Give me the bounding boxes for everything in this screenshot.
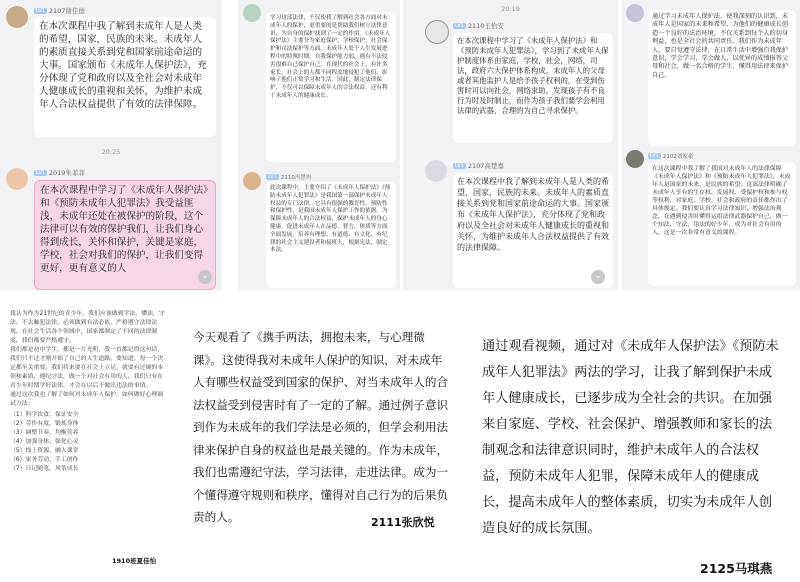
signature: 2111张欣悦	[371, 516, 435, 529]
list-item: （2）劳作有度，锻炼身体	[10, 421, 79, 427]
message-bubble	[266, 12, 396, 162]
list-item: （3）调整节奏，均衡营养	[10, 430, 79, 436]
level-badge: LV1	[268, 174, 277, 180]
chat-screenshot-4	[622, 0, 800, 290]
tips-list	[10, 411, 166, 474]
list-item: （5）线上资源，融入课堂	[10, 448, 79, 454]
list-item: （4）加强身体，强化心灵	[10, 439, 79, 445]
message-bubble	[453, 173, 613, 288]
level-badge: LV1	[36, 170, 45, 176]
sender-name: LV1 2019朱菲菲	[36, 169, 85, 177]
note-text: 通过观看视频，通过对《未成年人保护法》《预防未成年人犯罪法》两法的学习，让我了解到保护未成年人健康成长，已逐步成为全社会的共识。在加强来自家庭、学校、社会保护、增强教师和家长的法制观念和法律意识同时，维护未成年人的合法权益，预防未成年人犯罪，保障未成年人的健康成长，提高未成年人的整体素质，切实为未成年人创造良好的成长氛围。	[482, 339, 779, 536]
list-item: （7）日记随笔，风筝成长	[10, 466, 79, 472]
typed-note-2	[175, 298, 460, 579]
message-text: 此次课程中，主要介绍了《未成年人保护法》《预防未成年人犯罪法》是我国第一部保护未成年人权益的专门法律。它具有很强的教育性、预防性和保护性，是我国未成年人保护工作的依据。为保障未成年人的合法权益，保护未成年人的身心健康，促进未成年人在品德、智力、体质等方面全面发展，培养有理想、有道德、有文化、有纪律的社会主义建设者和接班人，根据宪法，制定本法。	[270, 185, 391, 254]
chat-screenshot-3	[403, 0, 618, 290]
message-bubble	[34, 17, 216, 137]
sender-name: LV1 2110王怡安	[455, 22, 504, 30]
avatar	[6, 6, 28, 28]
avatar	[425, 20, 449, 44]
chat-screenshot-2	[238, 0, 400, 290]
sender-name: LV1 2110冯思冉	[268, 174, 312, 181]
list-item: （1）科学饮食，保证安全	[10, 412, 79, 418]
scroll-down-icon[interactable]: ⌄	[591, 270, 605, 284]
signature: 1910班夏佳怡	[112, 557, 157, 565]
sender-name: LV1 2107谢佳德	[36, 7, 85, 15]
signature: 2125马琪燕	[700, 561, 773, 576]
chat-screenshot-1	[0, 0, 222, 290]
message-text: 通过学习未成年人保护法，使我深刻的认识到，未成年人是国家的未来和希望，为他们的健康成长创造一个良好的法治环境，不仅关系到每个人的切身利益，也是全社会的共同责任。我们作为未成年人，要自觉遵守法律，在日常生活中增强自我保护意识，学会学习，学会做人，以优异的成绩报答父母和社会，做一名合格的学生，懂得用法律来保护自己。	[652, 13, 789, 79]
message-text: 在本次课程中学习了《未成年人保护法》和《预防未成年人犯罪法》我受益匪浅，未成年还处在被保护的阶段，这个法律可以有效的保护我们，让我们身心得到成长，关怀和保护，关键是家庭，学校，社会对我们的保护，让我们变得更好，更有意义的人	[40, 185, 208, 274]
message-text: 在本次课程中我了解到未成年人是人类的希望，国家，民族的未来。未成年人的素质直接关系到党和国家前途命运的大事。国家颁布《未成年人保护法》，充分体现了党和政府以及全社会对未成年人健康成长的重视和关怀，为维护未成年人合法权益提供了有效的法律保障。	[39, 21, 207, 110]
level-badge: LV1	[650, 153, 659, 159]
timestamp: 20:19	[501, 5, 520, 13]
level-badge: LV1	[455, 163, 464, 169]
avatar	[243, 4, 261, 22]
avatar	[243, 172, 261, 190]
sender-name: LV1 2107高楚嘉	[455, 162, 504, 170]
avatar	[425, 160, 447, 182]
timestamp: 20:25	[101, 148, 121, 156]
typed-note-3	[462, 298, 800, 579]
list-item: （6）家务劳动，手工创作	[10, 457, 79, 463]
message-bubble	[266, 182, 396, 288]
note-text: 今天观看了《携手两法，拥抱未来，与心理微课》。这使得我对未成年人保护的知识，对未成年人有哪些权益受到国家的保护、对当未成年人的合法权益受到侵害时有了一定的了解。通过例子意识到作为未成年的我们学法是必须的，但学会利用法律来保护自身的权益也是最关键的。作为未成年，我们也需遵纪守法，学习法律，走进法律。成为一个懂得遵守规则和秩序，懂得对自己行为的后果负责的人。	[193, 330, 449, 524]
scroll-down-icon[interactable]: ⌄	[198, 270, 212, 284]
note-text: 我认为作为21世纪的青少年，我们应该做到学法，懂法，守法。不去触犯法律，必须做到有法必依，严格遵守法律法规。在社会生活各个领域中，国家都制定了不同的法律制度，我们都要严格遵守。 我们都是初中学生，都是一片光明，我一直都记得这句话，我们只不过才刚开始了自己的人生道路。要知道，每一个决定都至关重要。我们将来要在社会上立足，就要有过硬的本领和素质，遵纪守法，做一个对社会有用的人。我们只有在青少年时期学好法律，才会在以后不做出违法的事情。 通过这次我也了解了如何对未成年人保护，如何做好心理调试方法：	[10, 311, 165, 407]
message-text: 在本次课程中我了解到未成年人是人类的希望，国家，民族的未来。未成年人的素质直接关系到党和国家前途命运的大事。国家颁布《未成年人保护法》，充分体现了党和政府以及全社会对未成年人健康成长的重视和关怀，为维护未成年人合法权益提供了有效的法律保障。	[457, 177, 609, 252]
message-bubble	[648, 10, 796, 146]
message-text: 学习这部法律，不仅使我了解到社会各方面对未成年人的保护，更重要的是帮助我们树立法律意识，为自身的保护找到了一定的作用。《未成年人保护法》主要分为家庭保护，学校保护，社会保护和司法保护等方面。未成年人处于人生发展进程中的特殊时期，自我保护能力弱，遇有不法侵害很难自己保护自己。在现代的社会上，有许多家长，社会上的人都不同程度地侵犯了他们，影响了他们正常学习和生活。因此，制定法律保护，不仅可以保障未成年人的合法权益，还有利于未成年人的健康成长。	[270, 15, 391, 99]
message-text: 在本次课程中学习了《未成年人保护法》和《预防未成年人犯罪法》，学习到了未成年人保护制度体系由家庭，学校，社会，网络，司法，政府六大保护体系构成，未成年人的父母或者其他监护人是给予孩子权利的，在受到伤害时可以向社会，网络求助，发现孩子有不良行为时及时制止，而作为孩子我们要学会利用法律的武器，合理的为自己寻求保护。	[457, 36, 609, 115]
level-badge: LV1	[36, 8, 45, 14]
message-text: 在这次课程中我了解了我国对未成年人的法律保障《未成年人保护法》和《预防未成年人犯罪法》。未成年人是国家的未来，是民族的希望，这部法律明确了未成年人享有的生存权、发展权、受保护权和参与权等权利，对家庭、学校、社会和政府的责任都作出了具体规定。我们要认真学习法律知识，增强法治观念，在遇到侵害时懂得运用法律武器保护自己，做一个知法、守法、用法的好少年，成为对社会有用的人，这是一次非常有意义的课程。	[652, 166, 791, 236]
message-bubble	[453, 33, 613, 143]
avatar	[626, 4, 644, 22]
avatar	[6, 168, 28, 190]
message-bubble	[648, 162, 796, 286]
sender-name: LV1 2102刘家豪	[650, 153, 694, 160]
message-bubble	[34, 180, 216, 290]
handwritten-note-1	[0, 298, 172, 579]
level-badge: LV1	[455, 23, 464, 29]
avatar	[626, 150, 644, 168]
